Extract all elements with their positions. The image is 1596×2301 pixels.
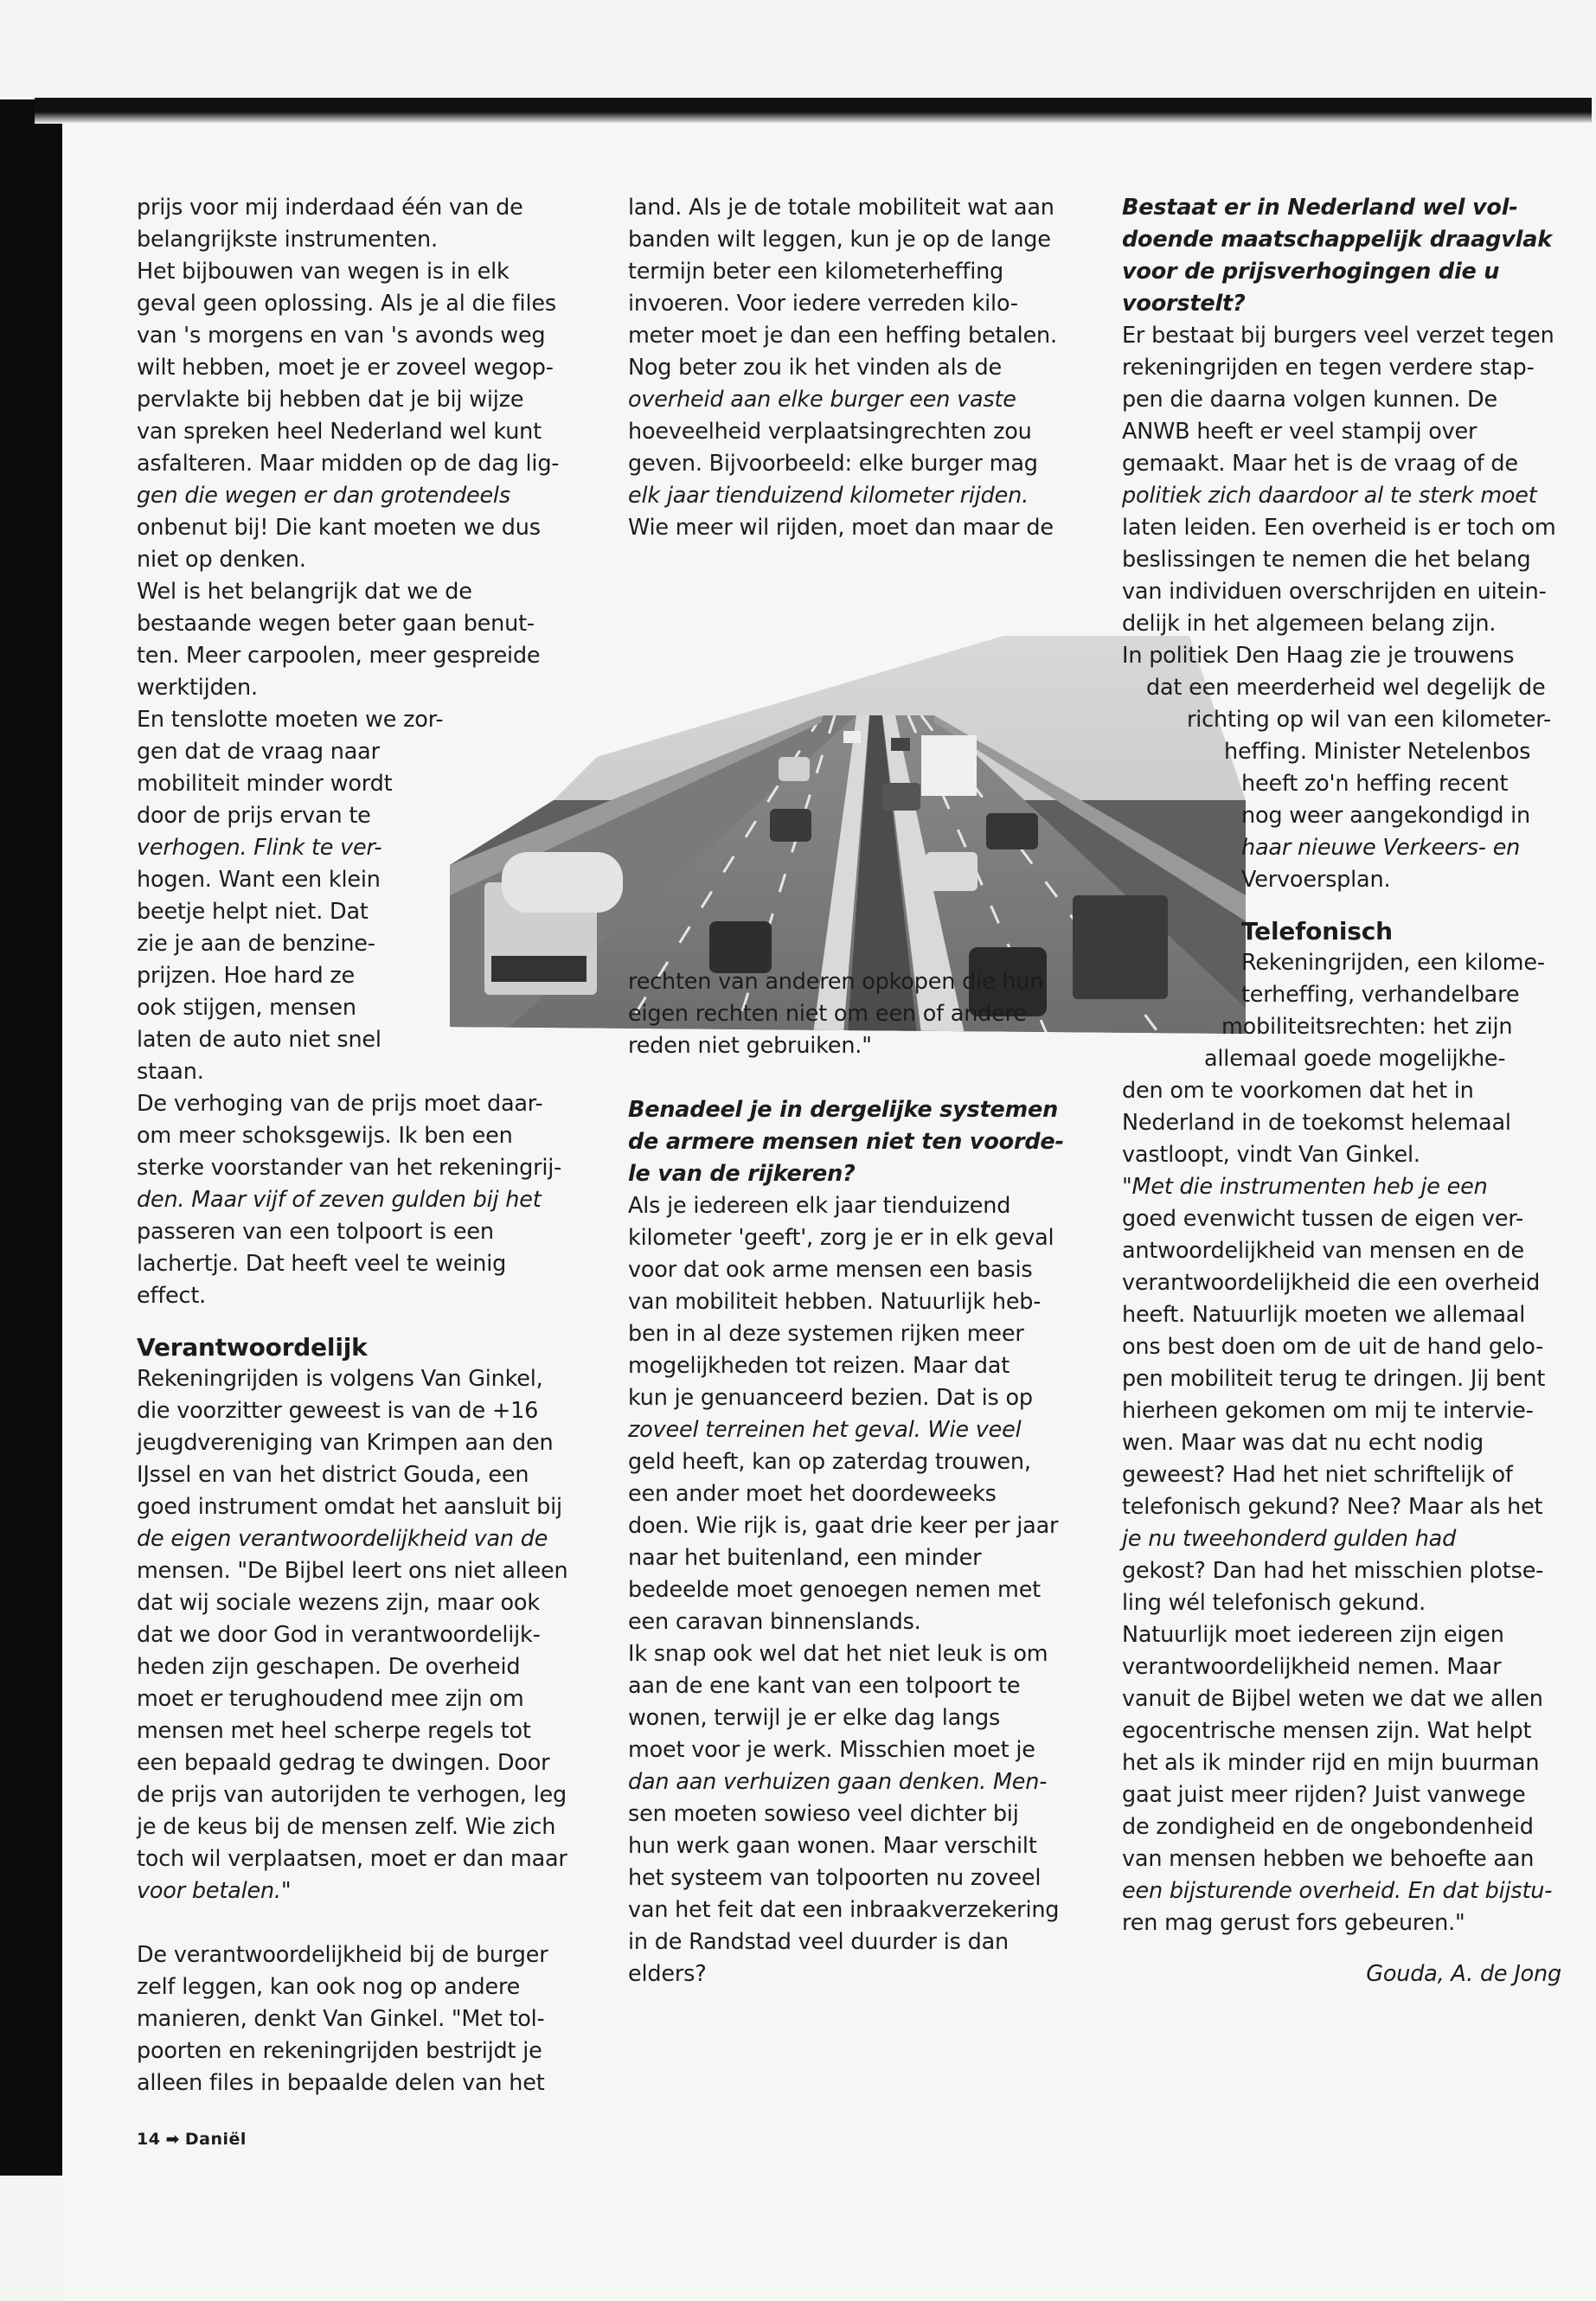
text-line: Vervoersplan. [1241,867,1391,893]
text-line: beetje helpt niet. Dat [137,899,369,925]
text-line: mogelijkheden tot reizen. Maar dat [628,1353,1010,1379]
text-line: het als ik minder rijd en mijn buurman [1122,1750,1540,1776]
text-line: wen. Maar was dat nu echt nodig [1122,1430,1484,1456]
text-line: ons best doen om de uit de hand gelo- [1122,1334,1544,1360]
text-line: antwoordelijkheid van mensen en de [1122,1238,1524,1264]
text-line: invoeren. Voor iedere verreden kilo- [628,291,1018,317]
text-line: sterke voorstander van het rekeningrij- [137,1155,562,1181]
page-number: 14 [137,2130,161,2149]
page-footer [137,2130,247,2149]
text-line: gemaakt. Maar het is de vraag of de [1122,451,1518,477]
text-line: rekeningrijden en tegen verdere stap- [1122,355,1535,381]
text-line: overheid aan elke burger een vaste [628,387,1016,413]
text-line: kilometer 'geeft', zorg je er in elk geval [628,1225,1054,1251]
text-line: door de prijs ervan te [137,803,371,829]
text-line: hogen. Want een klein [137,867,381,893]
text-line: jeugdvereniging van Krimpen aan den [137,1430,554,1456]
text-line: verantwoordelijkheid nemen. Maar [1122,1654,1502,1680]
text-line: geld heeft, kan op zaterdag trouwen, [628,1449,1031,1475]
text-line: heden zijn geschapen. De overheid [137,1654,521,1680]
text-line: hierheen gekomen om mij te intervie- [1122,1398,1534,1424]
text-line: de zondigheid en de ongebondenheid [1122,1814,1534,1840]
interview-question: voor de prijsverhogingen die u [1122,259,1500,285]
text-line: reden niet gebruiken." [628,1033,872,1059]
text-line: pen die daarna volgen kunnen. De [1122,387,1497,413]
text-line: asfalteren. Maar midden op de dag lig- [137,451,560,477]
text-line: nog weer aangekondigd in [1241,803,1530,829]
text-line: In politiek Den Haag zie je trouwens [1122,643,1515,669]
text-line: laten leiden. Een overheid is er toch om [1122,515,1556,541]
text-line: manieren, denkt Van Ginkel. "Met tol- [137,2006,545,2032]
text-line: voor betalen." [137,1878,292,1904]
text-line: ren mag gerust fors gebeuren." [1122,1910,1465,1936]
interview-question: le van de rijkeren? [628,1161,856,1187]
text-line: pen mobiliteit terug te dringen. Jij bent [1122,1366,1546,1392]
text-line: land. Als je de totale mobiliteit wat aan [628,195,1054,221]
scan-border-top [35,98,1592,124]
text-line: lachertje. Dat heeft veel te weinig [137,1251,507,1277]
text-line: een ander moet het doordeweeks [628,1481,997,1507]
column-3 [1122,192,1563,1990]
text-line: beslissingen te nemen die het belang [1122,547,1531,573]
text-line: moet er terughoudend mee zijn om [137,1686,524,1712]
interview-question: de armere mensen niet ten voorde- [628,1129,1064,1155]
interview-question: voorstelt? [1122,291,1246,317]
text-line: poorten en rekeningrijden bestrijdt je [137,2038,542,2064]
author-signature: Gouda, A. de Jong [1366,1961,1561,1987]
text-line: rechten van anderen opkopen die hun [628,969,1044,995]
text-line: Nog beter zou ik het vinden als de [628,355,1002,381]
text-line: bedeelde moet genoegen nemen met [628,1577,1041,1603]
text-line: Ik snap ook wel dat het niet leuk is om [628,1641,1048,1667]
text-line: om meer schoksgewijs. Ik ben een [137,1123,513,1149]
text-line: doen. Wie rijk is, gaat drie keer per jaar [628,1513,1059,1539]
text-line: in de Randstad veel duurder is dan [628,1929,1009,1955]
section-heading: Telefonisch [1241,917,1393,945]
text-line: van het feit dat een inbraakverzekering [628,1897,1060,1923]
text-line: heeft zo'n heffing recent [1241,771,1509,797]
text-line: staan. [137,1059,204,1085]
text-line: aan de ene kant van een tolpoort te [628,1673,1021,1699]
text-line: Natuurlijk moet iedereen zijn eigen [1122,1622,1504,1648]
text-line: van mensen hebben we behoefte aan [1122,1846,1535,1872]
text-line: ANWB heeft er veel stampij over [1122,419,1477,445]
text-line: de prijs van autorijden te verhogen, leg [137,1782,567,1808]
text-line: werktijden. [137,675,258,701]
text-line: de eigen verantwoordelijkheid van de [137,1526,548,1552]
text-line: gekost? Dan had het misschien plotse- [1122,1558,1544,1584]
text-line: zelf leggen, kan ook nog op andere [137,1974,521,2000]
text-line: wilt hebben, moet je er zoveel wegop- [137,355,554,381]
text-line: egocentrische mensen zijn. Wat helpt [1122,1718,1532,1744]
text-line: elders? [628,1961,707,1987]
text-line: Nederland in de toekomst helemaal [1122,1110,1511,1136]
text-line: termijn beter een kilometerheffing [628,259,1004,285]
text-line: niet op denken. [137,547,306,573]
text-line: een bepaald gedrag te dwingen. Door [137,1750,550,1776]
text-line: Als je iedereen elk jaar tienduizend [628,1193,1011,1219]
text-line: van 's morgens en van 's avonds weg [137,323,546,349]
text-line: die voorzitter geweest is van de +16 [137,1398,539,1424]
text-line: dan aan verhuizen gaan denken. Men- [628,1769,1048,1795]
text-line: belangrijkste instrumenten. [137,227,438,253]
text-line: voor dat ook arme mensen een basis [628,1257,1033,1283]
text-line: pervlakte bij hebben dat je bij wijze [137,387,524,413]
text-line: ling wél telefonisch gekund. [1122,1590,1426,1616]
text-line: En tenslotte moeten we zor- [137,707,444,733]
interview-question: Bestaat er in Nederland wel vol- [1122,195,1518,221]
text-line: heffing. Minister Netelenbos [1224,739,1531,765]
text-line: De verhoging van de prijs moet daar- [137,1091,543,1117]
text-line: prijzen. Hoe hard ze [137,963,356,989]
text-line: banden wilt leggen, kun je op de lange [628,227,1051,253]
text-line: zie je aan de benzine- [137,931,375,957]
text-line: laten de auto niet snel [137,1027,381,1053]
text-line: ben in al deze systemen rijken meer [628,1321,1024,1347]
text-line: het systeem van tolpoorten nu zoveel [628,1865,1042,1891]
arrow-icon: ➡ [165,2130,180,2149]
text-line: IJssel en van het district Gouda, een [137,1462,529,1488]
text-line: "Met die instrumenten heb je een [1122,1174,1488,1200]
text-line: gen die wegen er dan grotendeels [137,483,510,509]
text-line: je nu tweehonderd gulden had [1122,1526,1457,1552]
text-line: sen moeten sowieso veel dichter bij [628,1801,1019,1827]
text-line: van individuen overschrijden en uitein- [1122,579,1547,605]
text-line: hoeveelheid verplaatsingrechten zou [628,419,1032,445]
text-line: ten. Meer carpoolen, meer gespreide [137,643,541,669]
scan-border [0,99,62,2176]
text-line: dat wij sociale wezens zijn, maar ook [137,1590,540,1616]
text-line: kun je genuanceerd bezien. Dat is op [628,1385,1033,1411]
text-line: mobiliteit minder wordt [137,771,393,797]
section-heading: Verantwoordelijk [137,1333,368,1362]
magazine-name: Daniël [184,2130,247,2149]
text-line: je de keus bij de mensen zelf. Wie zich [137,1814,556,1840]
text-line: verhogen. Flink te ver- [137,835,382,861]
text-line: een bijsturende overheid. En dat bijstu- [1122,1878,1553,1904]
text-line: verantwoordelijkheid die een overheid [1122,1270,1541,1296]
text-line: gen dat de vraag naar [137,739,380,765]
interview-question: Benadeel je in dergelijke systemen [628,1097,1059,1123]
text-line: onbenut bij! Die kant moeten we dus [137,515,541,541]
text-line: telefonisch gekund? Nee? Maar als het [1122,1494,1543,1520]
text-line: richting op wil van een kilometer- [1187,707,1551,733]
interview-question: doende maatschappelijk draagvlak [1122,227,1552,253]
column-1 [137,192,586,2099]
text-line: effect. [137,1283,207,1309]
text-line: bestaande wegen beter gaan benut- [137,611,535,637]
text-line: Wie meer wil rijden, moet dan maar de [628,515,1054,541]
text-line: eigen rechten niet om een of andere [628,1001,1027,1027]
text-line: zoveel terreinen het geval. Wie veel [628,1417,1022,1443]
text-line: Wel is het belangrijk dat we de [137,579,472,605]
text-line: naar het buitenland, een minder [628,1545,982,1571]
text-line: een caravan binnenslands. [628,1609,921,1635]
text-line: hun werk gaan wonen. Maar verschilt [628,1833,1037,1859]
text-line: alleen files in bepaalde delen van het [137,2070,545,2096]
text-line: politiek zich daardoor al te sterk moet [1122,483,1537,509]
text-line: terheffing, verhandelbare [1241,982,1520,1008]
text-line: ook stijgen, mensen [137,995,356,1021]
text-line: dat een meerderheid wel degelijk de [1146,675,1546,701]
text-line: den. Maar vijf of zeven gulden bij het [137,1187,542,1213]
text-line: goed evenwicht tussen de eigen ver- [1122,1206,1524,1232]
text-line: wonen, terwijl je er elke dag langs [628,1705,1001,1731]
text-line: geval geen oplossing. Als je al die files [137,291,556,317]
text-line: den om te voorkomen dat het in [1122,1078,1474,1104]
text-line: Er bestaat bij burgers veel verzet tegen [1122,323,1554,349]
text-line: heeft. Natuurlijk moeten we allemaal [1122,1302,1526,1328]
text-line: gaat juist meer rijden? Juist vanwege [1122,1782,1526,1808]
text-line: geweest? Had het niet schriftelijk of [1122,1462,1513,1488]
text-line: prijs voor mij inderdaad één van de [137,195,523,221]
column-2 [628,192,1086,1990]
text-line: haar nieuwe Verkeers- en [1241,835,1521,861]
text-line: Rekeningrijden, een kilome- [1241,950,1545,976]
text-line: dat we door God in verantwoordelijk- [137,1622,541,1648]
text-line: van spreken heel Nederland wel kunt [137,419,542,445]
text-line: De verantwoordelijkheid bij de burger [137,1942,548,1968]
text-line: geven. Bijvoorbeeld: elke burger mag [628,451,1038,477]
text-line: passeren van een tolpoort is een [137,1219,494,1245]
text-line: Rekeningrijden is volgens Van Ginkel, [137,1366,543,1392]
text-line: vastloopt, vindt Van Ginkel. [1122,1142,1420,1168]
text-line: allemaal goede mogelijkhe- [1204,1046,1506,1072]
text-line: moet voor je werk. Misschien moet je [628,1737,1035,1763]
text-line: van mobiliteit hebben. Natuurlijk heb- [628,1289,1042,1315]
text-line: toch wil verplaatsen, moet er dan maar [137,1846,567,1872]
text-line: goed instrument omdat het aansluit bij [137,1494,562,1520]
text-line: Het bijbouwen van wegen is in elk [137,259,510,285]
text-line: delijk in het algemeen belang zijn. [1122,611,1497,637]
text-line: mensen met heel scherpe regels tot [137,1718,531,1744]
text-line: meter moet je dan een heffing betalen. [628,323,1057,349]
text-line: mobiliteitsrechten: het zijn [1221,1014,1513,1040]
text-line: vanuit de Bijbel weten we dat we allen [1122,1686,1543,1712]
text-line: elk jaar tienduizend kilometer rijden. [628,483,1029,509]
text-line: mensen. "De Bijbel leert ons niet alleen [137,1558,568,1584]
